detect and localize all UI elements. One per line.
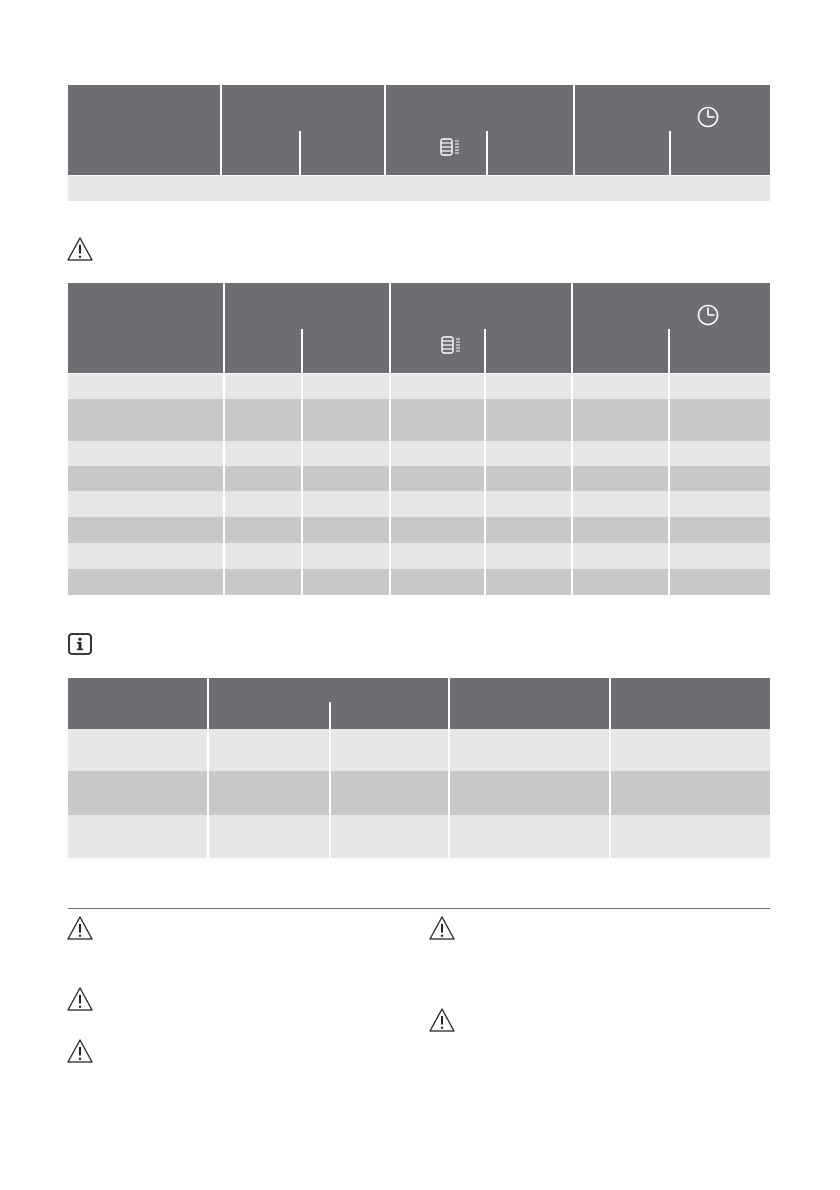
warning-triangle-icon	[66, 1038, 94, 1064]
section-divider	[68, 908, 770, 909]
table-1-header	[68, 85, 770, 175]
clock-icon	[697, 106, 719, 128]
table-row	[68, 374, 770, 399]
sub-column-separator	[668, 329, 670, 595]
warning-triangle-icon	[66, 236, 94, 262]
table-row	[68, 517, 770, 543]
column-separator	[448, 678, 450, 858]
column-separator	[207, 678, 209, 858]
table-row	[68, 466, 770, 491]
column-separator	[571, 283, 573, 595]
table-row	[68, 441, 770, 466]
table-row	[68, 729, 770, 771]
column-separator	[389, 283, 391, 595]
warning-triangle-icon	[66, 915, 94, 941]
table-row	[68, 771, 770, 815]
sub-column-separator	[484, 329, 486, 595]
table-3-header	[68, 678, 770, 729]
table-row	[68, 491, 770, 517]
warning-triangle-icon	[428, 915, 456, 941]
column-separator	[609, 678, 611, 858]
table-2	[68, 283, 770, 595]
table-2-header	[68, 283, 770, 373]
table-row	[68, 543, 770, 569]
table-row	[68, 399, 770, 441]
shelf-level-icon	[440, 138, 460, 158]
table-row	[68, 815, 770, 858]
table-3	[68, 678, 770, 858]
sub-column-separator	[329, 702, 331, 858]
warning-triangle-icon	[428, 1007, 456, 1033]
column-separator	[223, 283, 225, 595]
table-row	[68, 176, 770, 201]
table-1	[68, 85, 770, 201]
clock-icon	[697, 304, 719, 326]
table-row	[68, 569, 770, 595]
info-icon	[68, 633, 92, 655]
sub-column-separator	[301, 329, 303, 595]
warning-triangle-icon	[66, 986, 94, 1012]
shelf-level-icon	[441, 336, 461, 356]
